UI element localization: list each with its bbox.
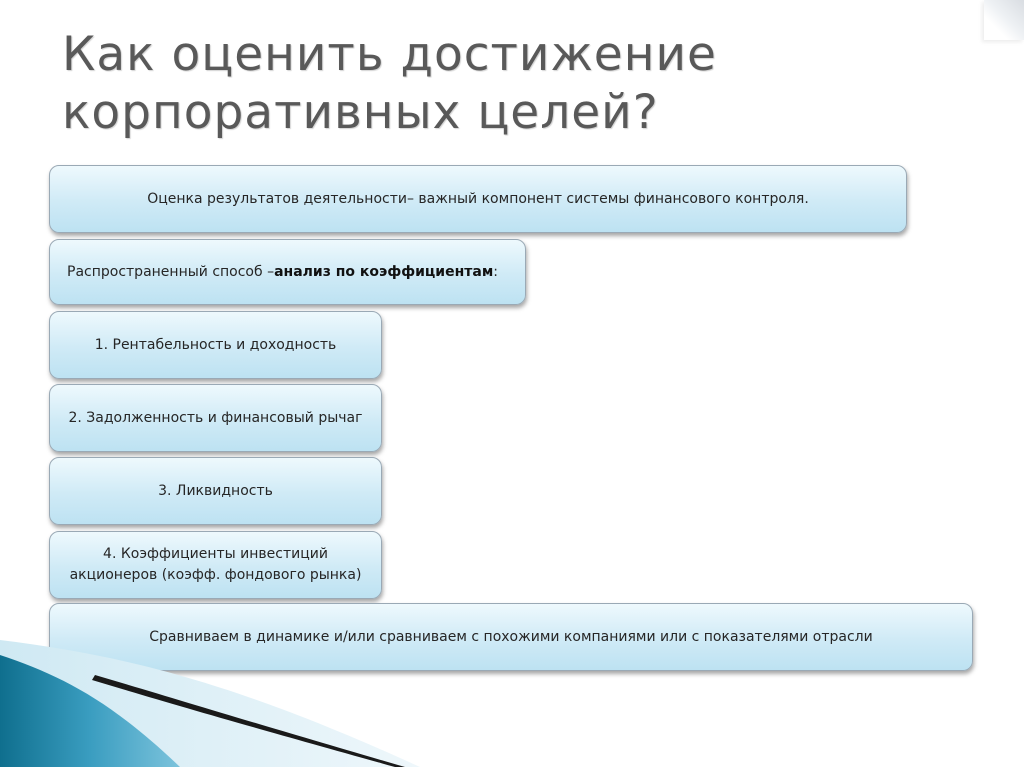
method-bold: анализ по коэффициентам [274, 263, 494, 280]
ratio-item-4-line2: акционеров (коэфф. фондового рынка) [69, 567, 362, 583]
ratio-item-4-line1: 4. Коэффициенты инвестиций [103, 546, 328, 562]
intro-text: Оценка результатов деятельности– важный компонент системы финансового контроля. [147, 190, 809, 207]
ratio-item-3-text: 3. Ликвидность [158, 482, 273, 499]
method-suffix: : [493, 263, 498, 280]
method-prefix: Распространенный способ – [67, 263, 275, 280]
compare-text: Сравниваем в динамике и/или сравниваем с похожими компаниями или с показателями отрасли [149, 628, 873, 645]
title-line-1: Как оценить достижение [62, 27, 717, 82]
title-line-2: корпоративных целей? [62, 85, 659, 140]
ratio-item-1-text: 1. Рентабельность и доходность [94, 336, 337, 353]
ratio-item-2-text: 2. Задолженность и финансовый рычаг [68, 409, 363, 426]
